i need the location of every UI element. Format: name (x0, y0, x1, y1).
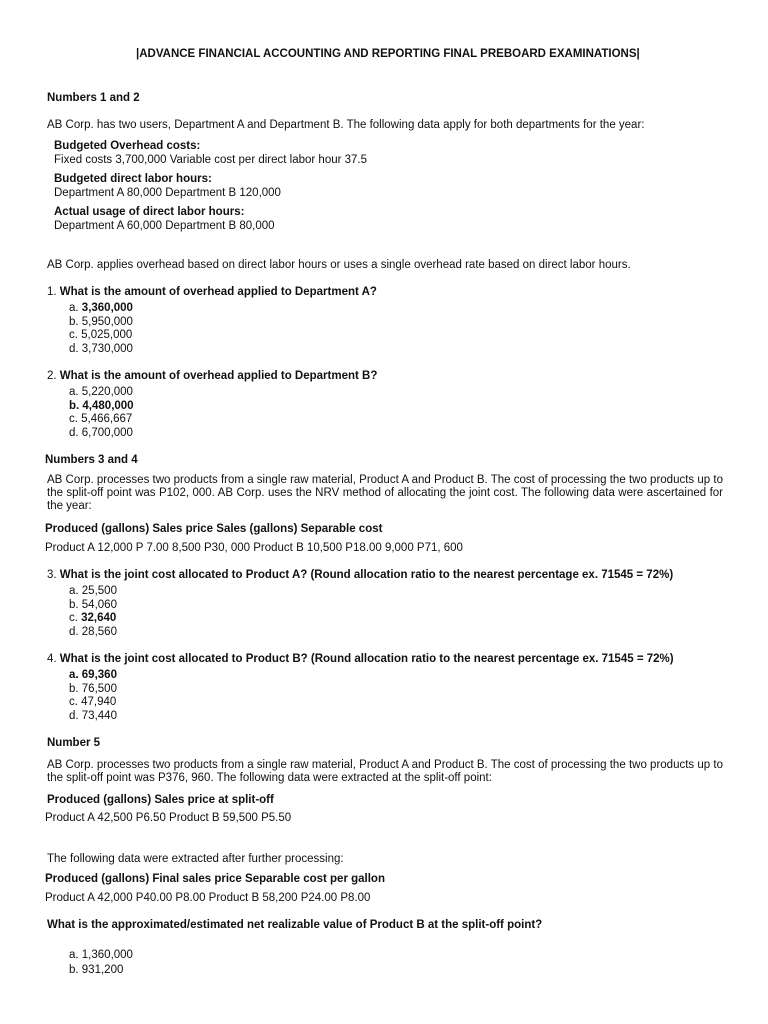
table1-row-5: Product A 42,500 P6.50 Product B 59,500 P5.50 (45, 812, 292, 824)
actual-dlh-label: Actual usage of direct labor hours: (54, 206, 245, 218)
q3-option-c: c. 32,640 (69, 612, 117, 624)
q1-option-d: d. 3,730,000 (69, 343, 133, 355)
question-4: 4. What is the joint cost allocated to Product B? (Round allocation ratio to the nearest percentage ex. 71545 = 72%) (47, 653, 674, 665)
section-intro-1-2: AB Corp. has two users, Department A and Department B. The following data apply for both departments for the year: (47, 119, 645, 131)
q5-option-a: a. 1,360,000 (69, 949, 133, 961)
table2-row-5: Product A 42,000 P40.00 P8.00 Product B 58,200 P24.00 P8.00 (45, 892, 371, 904)
table1-header-5: Produced (gallons) Sales price at split-off (47, 794, 274, 806)
q3-option-b: b. 54,060 (69, 599, 117, 611)
title-bar-right: | (636, 48, 640, 60)
section-heading-1-2: Numbers 1 and 2 (47, 92, 140, 104)
table-header-3-4: Produced (gallons) Sales price Sales (gallons) Separable cost (45, 523, 383, 535)
actual-dlh-value: Department A 60,000 Department B 80,000 (54, 220, 275, 232)
q4-option-b: b. 76,500 (69, 683, 117, 695)
q4-option-d: d. 73,440 (69, 710, 117, 722)
q4-option-c: c. 47,940 (69, 696, 117, 708)
q3-option-d: d. 28,560 (69, 626, 117, 638)
title-bar-left: | (136, 48, 140, 60)
budgeted-dlh-label: Budgeted direct labor hours: (54, 173, 212, 185)
budgeted-overhead-value: Fixed costs 3,700,000 Variable cost per direct labor hour 37.5 (54, 154, 368, 166)
question-5: What is the approximated/estimated net realizable value of Product B at the split-off point? (47, 919, 543, 931)
section-heading-5: Number 5 (47, 737, 101, 749)
overhead-note: AB Corp. applies overhead based on direct labor hours or uses a single overhead rate based on direct labor hours. (47, 259, 631, 271)
question-3: 3. What is the joint cost allocated to Product A? (Round allocation ratio to the nearest percentage ex. 71545 = 72%) (47, 569, 674, 581)
q5-option-b: b. 931,200 (69, 964, 124, 976)
q2-option-b: b. 4,480,000 (69, 400, 134, 412)
section-heading-3-4: Numbers 3 and 4 (45, 454, 138, 466)
table-row-3-4: Product A 12,000 P 7.00 8,500 P30, 000 Product B 10,500 P18.00 9,000 P71, 600 (45, 542, 463, 554)
budgeted-dlh-value: Department A 80,000 Department B 120,000 (54, 187, 281, 199)
q2-option-c: c. 5,466,667 (69, 413, 133, 425)
q1-option-c: c. 5,025,000 (69, 329, 133, 341)
table2-header-5: Produced (gallons) Final sales price Separable cost per gallon (45, 873, 385, 885)
q2-option-a: a. 5,220,000 (69, 386, 133, 398)
q1-option-b: b. 5,950,000 (69, 316, 133, 328)
budgeted-overhead-label: Budgeted Overhead costs: (54, 140, 201, 152)
further-processing-note: The following data were extracted after further processing: (47, 853, 344, 865)
section-intro-5: AB Corp. processes two products from a single raw material, Product A and Product B. The cost of processing the two products up to the split-off point was P376, 960. The following data were extracted at the split-off point: (47, 759, 723, 784)
q3-option-a: a. 25,500 (69, 585, 117, 597)
q4-option-a: a. 69,360 (69, 669, 117, 681)
q1-option-a: a. 3,360,000 (69, 302, 133, 314)
q2-option-d: d. 6,700,000 (69, 427, 133, 439)
page-title: |ADVANCE FINANCIAL ACCOUNTING AND REPORTING FINAL PREBOARD EXAMINATIONS| (136, 48, 640, 60)
question-2: 2. What is the amount of overhead applied to Department B? (47, 370, 378, 382)
section-intro-3-4: AB Corp. processes two products from a single raw material, Product A and Product B. The cost of processing the two products up to the split-off point was P102, 000. AB Corp. uses the NRV method of allocating the joint cost. The following data were ascertained for the year: (47, 474, 723, 512)
question-1: 1. What is the amount of overhead applied to Department A? (47, 286, 377, 298)
